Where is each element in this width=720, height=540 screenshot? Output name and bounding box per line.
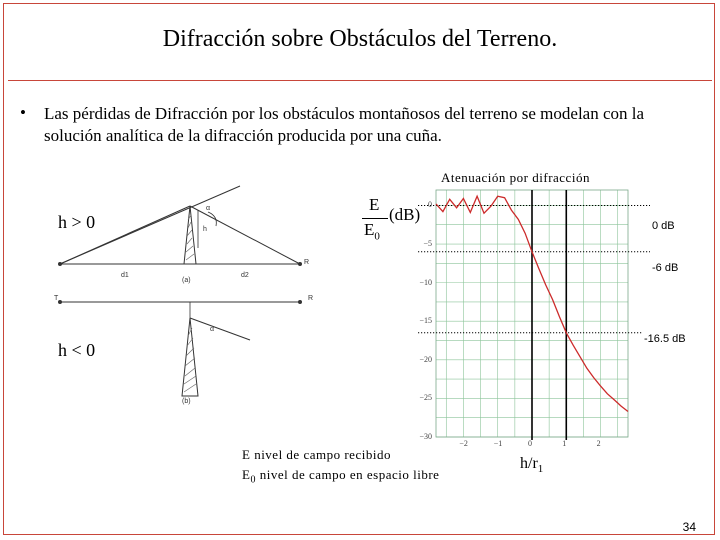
bullet-icon: • <box>20 103 26 122</box>
b-caption: (b) <box>182 398 191 405</box>
t-label-b: T <box>54 295 59 302</box>
slide-title: Difracción sobre Obstáculos del Terreno. <box>162 26 558 52</box>
y-tick-label: −25 <box>419 393 432 403</box>
y-tick-label: −15 <box>419 316 432 326</box>
h-label-a: h <box>203 226 207 233</box>
x-axis-label: $h/r_1$ <box>520 455 544 476</box>
chart-title: Atenuación por difracción <box>441 170 590 185</box>
d2-label: d2 <box>241 272 249 279</box>
legend-e0: $E_0$ nivel de campo en espacio libre <box>242 467 440 486</box>
a-caption: (a) <box>182 277 191 284</box>
ref-label-0db: 0 dB <box>652 220 675 232</box>
r-label-b: R <box>308 295 314 302</box>
y-tick-label: −10 <box>419 277 432 287</box>
alpha-label-a: α <box>206 205 211 212</box>
y-label-numerator: E <box>369 195 380 214</box>
x-tick-label: −2 <box>459 439 468 448</box>
case-a-label: h > 0 <box>58 212 96 232</box>
d1-label: d1 <box>121 272 129 279</box>
page-number: 34 <box>682 520 696 534</box>
y-label-denominator: $E_0$ <box>364 220 380 243</box>
legend-e: E nivel de campo recibido <box>242 447 391 462</box>
bullet-text: Las pérdidas de Difracción por los obstáculos montañosos del terreno se modelan con la solución analítica de la difracción producida por una cuña. <box>44 104 645 145</box>
case-b-label: h < 0 <box>58 340 96 360</box>
ref-label-16db: -16.5 dB <box>644 333 686 345</box>
x-tick-label: 1 <box>562 439 567 448</box>
x-tick-label: 0 <box>528 439 532 448</box>
y-tick-label: −20 <box>419 354 432 364</box>
alpha-label-b: α <box>210 326 215 333</box>
y-tick-label: −5 <box>423 239 432 249</box>
y-tick-label: −30 <box>419 432 432 441</box>
ref-label-6db: -6 dB <box>652 262 679 274</box>
y-tick-label: 0 <box>428 200 432 210</box>
y-label-unit: (dB) <box>389 205 421 224</box>
r-label-a: R <box>304 259 310 266</box>
x-tick-label: −1 <box>493 439 503 448</box>
x-tick-label: 2 <box>596 439 601 448</box>
